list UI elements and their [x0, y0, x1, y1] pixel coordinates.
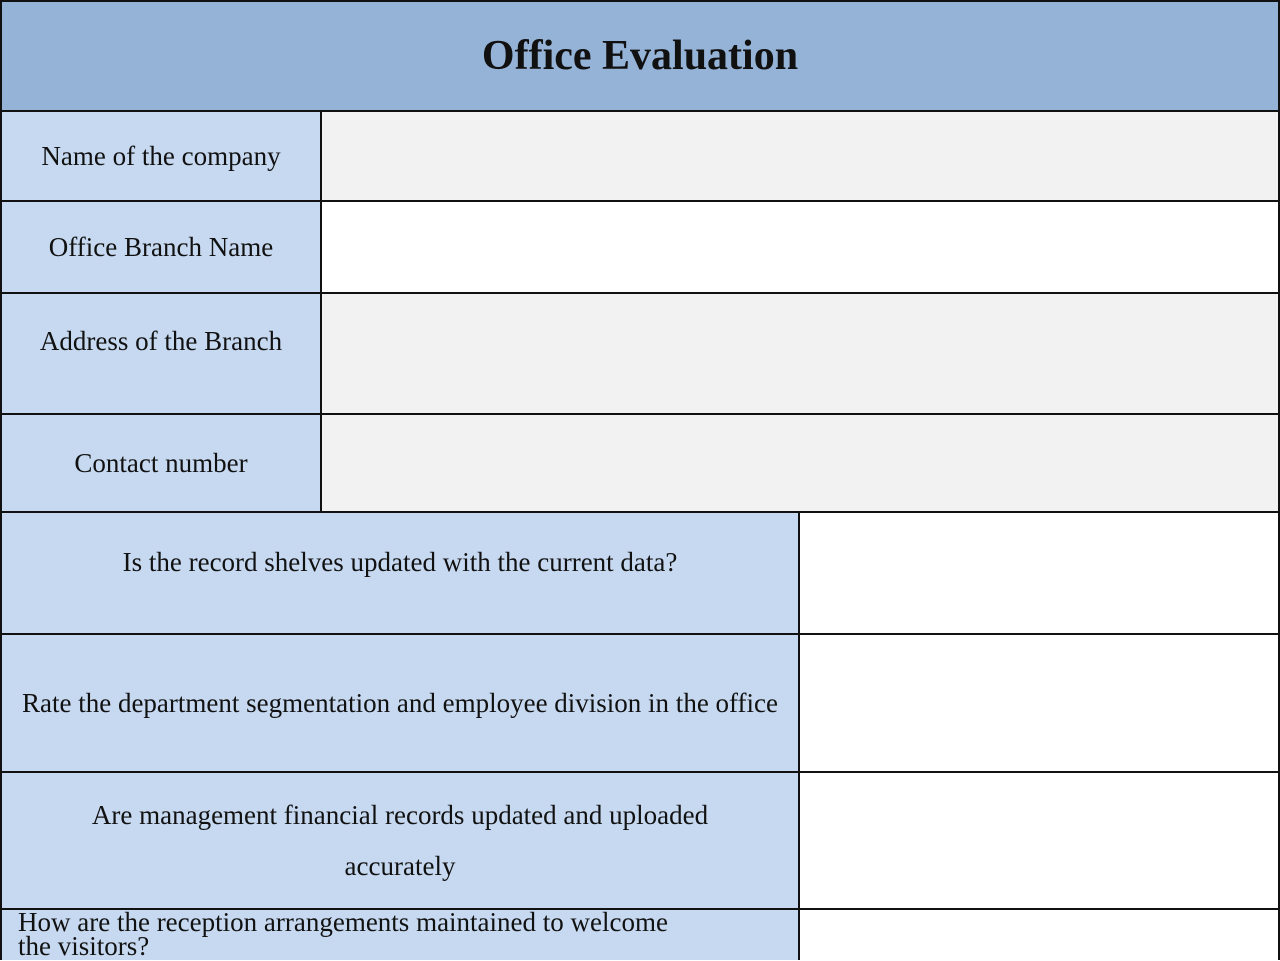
question-label-financial-records: Are management financial records updated and uploaded accurately	[0, 771, 800, 910]
answer-input-financial-records[interactable]	[798, 771, 1280, 910]
form-title: Office Evaluation	[0, 0, 1280, 112]
answer-input-department-segmentation[interactable]	[798, 633, 1280, 773]
answer-input-record-shelves[interactable]	[798, 511, 1280, 635]
question-label-reception: How are the reception arrangements maintained to welcome the visitors?	[0, 908, 800, 960]
field-label-company: Name of the company	[0, 110, 322, 202]
field-input-contact[interactable]	[320, 413, 1280, 513]
field-label-branch: Office Branch Name	[0, 200, 322, 294]
field-label-address: Address of the Branch	[0, 292, 322, 415]
question-label-department-segmentation: Rate the department segmentation and employee division in the office	[0, 633, 800, 773]
field-input-company[interactable]	[320, 110, 1280, 202]
field-label-contact: Contact number	[0, 413, 322, 513]
question-label-record-shelves: Is the record shelves updated with the current data?	[0, 511, 800, 635]
field-input-address[interactable]	[320, 292, 1280, 415]
field-input-branch[interactable]	[320, 200, 1280, 294]
answer-input-reception[interactable]	[798, 908, 1280, 960]
